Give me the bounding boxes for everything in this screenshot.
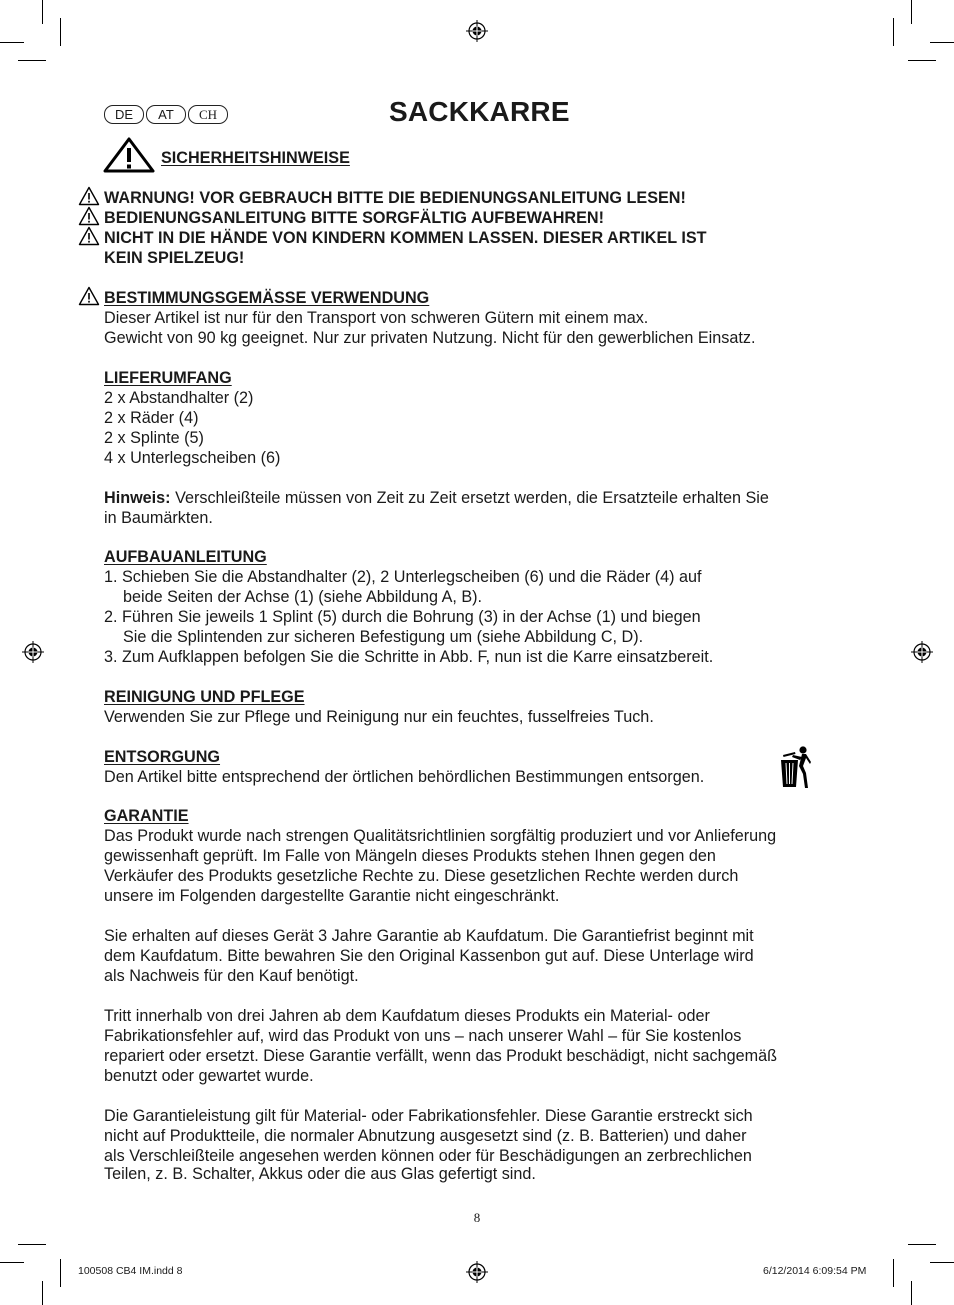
crop-mark (911, 1281, 912, 1305)
registration-mark-icon (911, 641, 933, 663)
list-item: beide Seiten der Achse (1) (siehe Abbildung A, B). (123, 588, 483, 606)
crop-mark (0, 1262, 24, 1263)
warning-icon (78, 186, 100, 206)
warning-icon (78, 206, 100, 226)
text-line: dem Kaufdatum. Bitte bewahren Sie den Original Kassenbon gut auf. Diese Unterlage wird (104, 947, 754, 965)
section-heading: ENTSORGUNG (104, 748, 221, 766)
list-item: 2. Führen Sie jeweils 1 Splint (5) durch die Bohrung (3) in der Achse (1) und biegen (104, 608, 701, 626)
text-line: Tritt innerhalb von drei Jahren ab dem Kaufdatum dieses Produkts ein Material- oder (104, 1007, 710, 1025)
text-line: als Verschleißteile angesehen werden können oder für Beschädigungen an zerbrechlichen (104, 1147, 752, 1165)
large-warning-icon (103, 137, 155, 173)
warning-icon (78, 226, 100, 246)
list-item: 3. Zum Aufklappen befolgen Sie die Schritte in Abb. F, nun ist die Karre einsatzbereit. (104, 648, 714, 666)
list-item: 2 x Räder (4) (104, 409, 199, 427)
crop-mark (0, 42, 24, 43)
text-line: als Nachweis für den Kauf benötigt. (104, 967, 359, 985)
text-line: Die Garantieleistung gilt für Material- oder Fabrikationsfehler. Diese Garantie erstreckt sich (104, 1107, 753, 1125)
text-line: Das Produkt wurde nach strengen Qualitätsrichtlinien sorgfältig produziert und vor Anlieferung (104, 827, 777, 845)
registration-mark-icon (466, 1261, 488, 1283)
list-item: 4 x Unterlegscheiben (6) (104, 449, 281, 467)
text-line: benutzt oder gewartet wurde. (104, 1067, 314, 1085)
text-line: nicht auf Produktteile, die normaler Abnutzung ausgesetzt sind (z. B. Batterien) und daher (104, 1127, 747, 1145)
trash-disposal-icon (777, 744, 811, 790)
warning-line: NICHT IN DIE HÄNDE VON KINDERN KOMMEN LASSEN. DIESER ARTIKEL IST (104, 229, 707, 247)
text-line: unsere im Folgenden dargestellte Garantie nicht eingeschränkt. (104, 887, 560, 905)
slug-file: 100508 CB4 IM.indd 8 (78, 1265, 183, 1277)
list-item: Sie die Splintenden zur sicheren Befestigung um (siehe Abbildung C, D). (123, 628, 644, 646)
section-heading: REINIGUNG UND PFLEGE (104, 688, 305, 706)
text-line: Dieser Artikel ist nur für den Transport von schweren Gütern mit einem max. (104, 309, 649, 327)
crop-mark (930, 1262, 954, 1263)
warning-line: KEIN SPIELZEUG! (104, 249, 245, 267)
crop-mark (60, 1259, 61, 1287)
crop-mark (908, 60, 936, 61)
country-badge-ch: CH (188, 105, 228, 124)
text-line: in Baumärkten. (104, 509, 213, 527)
crop-mark (18, 1244, 46, 1245)
crop-mark (930, 42, 954, 43)
crop-mark (60, 18, 61, 46)
list-item: 1. Schieben Sie die Abstandhalter (2), 2 Unterlegscheiben (6) und die Räder (4) auf (104, 568, 702, 586)
crop-mark (911, 0, 912, 24)
section-heading: BESTIMMUNGSGEMÄSSE VERWENDUNG (104, 289, 430, 307)
text-line: Teilen, z. B. Schalter, Akkus oder die aus Glas gefertigt sind. (104, 1165, 536, 1183)
list-item: 2 x Splinte (5) (104, 429, 204, 447)
text-line: gewissenhaft geprüft. Im Falle von Mängeln dieses Produkts stehen Ihnen gegen den (104, 847, 716, 865)
country-badge-de: DE (104, 105, 144, 124)
section-heading: GARANTIE (104, 807, 189, 825)
section-heading: AUFBAUANLEITUNG (104, 548, 267, 566)
note-line (104, 488, 769, 508)
registration-mark-icon (466, 20, 488, 42)
warning-line: BEDIENUNGSANLEITUNG BITTE SORGFÄLTIG AUFBEWAHREN! (104, 209, 605, 227)
slug-datetime: 6/12/2014 6:09:54 PM (763, 1265, 867, 1277)
warning-icon (78, 286, 100, 306)
warning-line: WARNUNG! VOR GEBRAUCH BITTE DIE BEDIENUNGSANLEITUNG LESEN! (104, 189, 686, 207)
page-number: 8 (473, 1210, 481, 1225)
crop-mark (18, 60, 46, 61)
text-line: Den Artikel bitte entsprechend der örtlichen behördlichen Bestimmungen entsorgen. (104, 768, 705, 786)
text-line: Fabrikationsfehler auf, wird das Produkt von uns – nach unserer Wahl – für Sie kostenlos (104, 1027, 742, 1045)
crop-mark (893, 1259, 894, 1287)
text-line: Verkäufer des Produkts gesetzliche Rechte zu. Diese gesetzlichen Rechte werden durch (104, 867, 739, 885)
country-badge-at: AT (146, 105, 186, 124)
section-heading: LIEFERUMFANG (104, 369, 232, 387)
note-label: Hinweis: (104, 489, 171, 507)
crop-mark (42, 0, 43, 24)
crop-mark (42, 1281, 43, 1305)
text-line: repariert oder ersetzt. Diese Garantie verfällt, wenn das Produkt beschädigt, nicht sachgemäß (104, 1047, 778, 1065)
text-line: Gewicht von 90 kg geeignet. Nur zur privaten Nutzung. Nicht für den gewerblichen Einsatz. (104, 329, 756, 347)
note-text: Verschleißteile müssen von Zeit zu Zeit ersetzt werden, die Ersatzteile erhalten Sie (175, 489, 769, 507)
page-title: SACKKARRE (389, 96, 570, 127)
registration-mark-icon (22, 641, 44, 663)
list-item: 2 x Abstandhalter (2) (104, 389, 254, 407)
crop-mark (893, 18, 894, 46)
crop-mark (908, 1244, 936, 1245)
text-line: Sie erhalten auf dieses Gerät 3 Jahre Garantie ab Kaufdatum. Die Garantiefrist beginnt mit (104, 927, 754, 945)
text-line: Verwenden Sie zur Pflege und Reinigung nur ein feuchtes, fusselfreies Tuch. (104, 708, 654, 726)
safety-heading: SICHERHEITSHINWEISE (161, 149, 350, 167)
